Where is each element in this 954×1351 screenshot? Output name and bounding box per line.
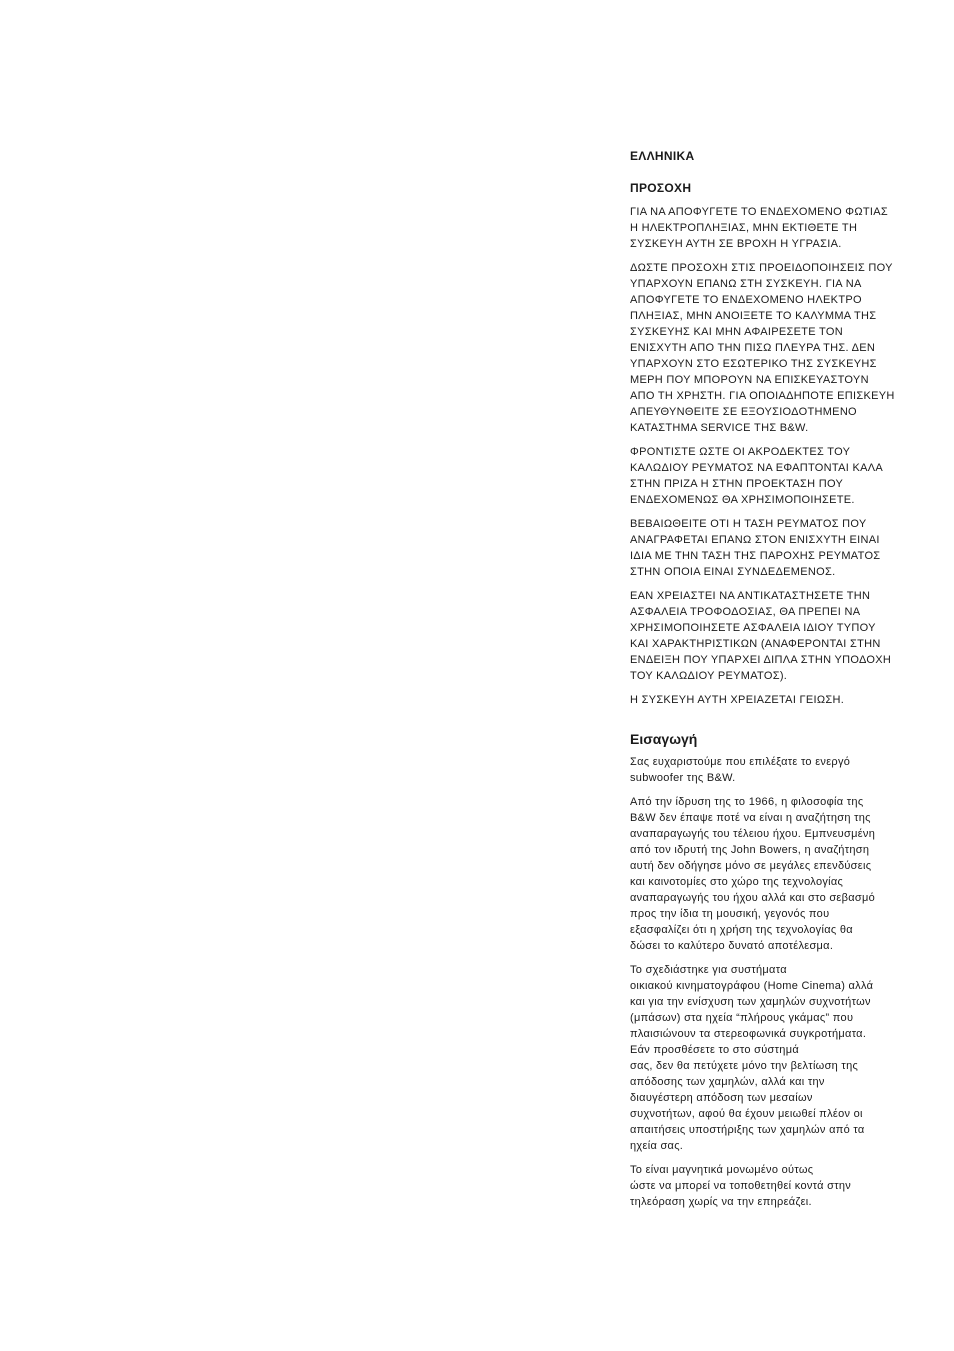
warning-paragraph: ΔΩΣΤΕ ΠΡΟΣΟΧΗ ΣΤΙΣ ΠΡΟΕΙΔΟΠΟΙΗΣΕΙΣ ΠΟΥ ΥΠΑΡΧΟΥΝ ΕΠΑΝΩ ΣΤΗ ΣΥΣΚΕΥΗ. ΓΙΑ ΝΑ ΑΠΟΦΥΓΕΤΕ ΤΟ ΕΝΔΕΧΟΜΕΝΟ ΗΛΕΚΤΡΟ ΠΛΗΞΙΑΣ, ΜΗΝ ΑΝΟΙΞΕΤΕ ΤΟ ΚΑΛΥΜΜΑ ΤΗΣ ΣΥΣΚΕΥΗΣ ΚΑΙ ΜΗΝ ΑΦΑΙΡΕΣΕΤΕ ΤΟΝ ΕΝΙΣΧΥΤΗ ΑΠΟ ΤΗΝ ΠΙΣΩ ΠΛΕΥΡΑ ΤΗΣ. ΔΕΝ ΥΠΑΡΧΟΥΝ ΣΤΟ ΕΣΩΤΕΡΙΚΟ ΤΗΣ ΣΥΣΚΕΥΗΣ ΜΕΡΗ ΠΟΥ ΜΠΟΡΟΥΝ ΝΑ ΕΠΙΣΚΕΥΑΣΤΟΥΝ ΑΠΟ ΤΗ ΧΡΗΣΤΗ. ΓΙΑ ΟΠΟΙΑΔΗΠΟΤΕ ΕΠΙΣΚΕΥΗ ΑΠΕΥΘΥΝΘΕΙΤΕ ΣΕ ΕΞΟΥΣΙΟΔΟΤΗΜΕΝΟ ΚΑΤΑΣΤΗΜΑ SERVICE ΤΗΣ B&W. bbox=[630, 262, 895, 434]
intro-heading: Εισαγωγή bbox=[630, 731, 698, 747]
language-heading: ΕΛΛΗΝΙΚΑ bbox=[630, 149, 695, 163]
intro-paragraph: Το σχεδιάστηκε για συστήματα οικιακού κινηματογράφου (Home Cinema) αλλά και για την ενίσχυση των χαμηλών συχνοτήτων (μπάσων) στα ηχεία “πλήρους γκάμας” που πλαισιώνουν τα στερεοφωνικά συγκροτήματα. Εάν προσθέσετε το στο σύστημά σας, δεν θα πετύχετε μόνο την βελτίωση της απόδοσης των χαμηλών, αλλά και την διαυγέστερη απόδοση των μεσαίων συχνοτήτων, αφού θα έχουν μειωθεί πλέον οι απαιτήσεις υποστήριξης των χαμηλών από τα ηχεία σας. bbox=[630, 964, 874, 1152]
text-column bbox=[630, 148, 912, 1218]
warning-paragraph: ΦΡΟΝΤΙΣΤΕ ΩΣΤΕ ΟΙ ΑΚΡΟΔΕΚΤΕΣ ΤΟΥ ΚΑΛΩΔΙΟΥ ΡΕΥΜΑΤΟΣ ΝΑ ΕΦΑΠΤΟΝΤΑΙ ΚΑΛΑ ΣΤΗΝ ΠΡΙΖΑ Η ΣΤΗΝ ΠΡΟΕΚΤΑΣΗ ΠΟΥ ΕΝΔΕΧΟΜΕΝΩΣ ΘΑ ΧΡΗΣΙΜΟΠΟΙΗΣΕΤΕ. bbox=[630, 446, 884, 506]
intro-paragraph: Σας ευχαριστούμε που επιλέξατε το ενεργό subwoofer της B&W. bbox=[630, 756, 851, 784]
warning-paragraph: Η ΣΥΣΚΕΥΗ ΑΥΤΗ ΧΡΕΙΑΖΕΤΑΙ ΓΕΙΩΣΗ. bbox=[630, 694, 845, 706]
warning-paragraph: ΓΙΑ ΝΑ ΑΠΟΦΥΓΕΤΕ ΤΟ ΕΝΔΕΧΟΜΕΝΟ ΦΩΤΙΑΣ Η ΗΛΕΚΤΡΟΠΛΗΞΙΑΣ, ΜΗΝ ΕΚΤΙΘΕΤΕ ΤΗ ΣΥΣΚΕΥΗ ΑΥΤΗ ΣΕ ΒΡΟΧΗ Η ΥΓΡΑΣΙΑ. bbox=[630, 206, 888, 250]
intro-paragraph: Από την ίδρυση της το 1966, η φιλοσοφία της B&W δεν έπαψε ποτέ να είναι η αναζήτηση της αναπαραγωγής του τέλειου ήχου. Εμπνευσμένη από τον ιδρυτή της John Bowers, η αναζήτηση αυτή δεν οδήγησε μόνο σε μεγάλες επενδύσεις και καινοτομίες στο χώρο της τεχνολογίας αναπαραγωγής του ήχου αλλά και στο σεβασμό προς την ίδια τη μουσική, γεγονός που εξασφαλίζει ότι η χρήση της τεχνολογίας θα δώσει το καλύτερο δυνατό αποτέλεσμα. bbox=[630, 796, 876, 952]
warning-paragraph: ΕΑΝ ΧΡΕΙΑΣΤΕΙ ΝΑ ΑΝΤΙΚΑΤΑΣΤΗΣΕΤΕ ΤΗΝ ΑΣΦΑΛΕΙΑ ΤΡΟΦΟΔΟΣΙΑΣ, ΘΑ ΠΡΕΠΕΙ ΝΑ ΧΡΗΣΙΜΟΠΟΙΗΣΕΤΕ ΑΣΦΑΛΕΙΑ ΙΔΙΟΥ ΤΥΠΟΥ ΚΑΙ ΧΑΡΑΚΤΗΡΙΣΤΙΚΩΝ (ΑΝΑΦΕΡΟΝΤΑΙ ΣΤΗΝ ΕΝΔΕΙΞΗ ΠΟΥ ΥΠΑΡΧΕΙ ΔΙΠΛΑ ΣΤΗΝ ΥΠΟΔΟΧΗ ΤΟΥ ΚΑΛΩΔΙΟΥ ΡΕΥΜΑΤΟΣ). bbox=[630, 590, 892, 682]
intro-paragraph: Το είναι μαγνητικά μονωμένο ούτως ώστε να μπορεί να τοποθετηθεί κοντά στην τηλεόραση χωρίς να την επηρεάζει. bbox=[630, 1164, 852, 1208]
warning-paragraph: ΒΕΒΑΙΩΘΕΙΤΕ ΟΤΙ Η ΤΑΣΗ ΡΕΥΜΑΤΟΣ ΠΟΥ ΑΝΑΓΡΑΦΕΤΑΙ ΕΠΑΝΩ ΣΤΟΝ ΕΝΙΣΧΥΤΗ ΕΙΝΑΙ ΙΔΙΑ ΜΕ ΤΗΝ ΤΑΣΗ ΤΗΣ ΠΑΡΟΧΗΣ ΡΕΥΜΑΤΟΣ ΣΤΗΝ ΟΠΟΙΑ ΕΙΝΑΙ ΣΥΝΔΕΔΕΜΕΝΟΣ. bbox=[630, 518, 881, 578]
warning-heading: ΠΡΟΣΟΧΗ bbox=[630, 181, 692, 195]
